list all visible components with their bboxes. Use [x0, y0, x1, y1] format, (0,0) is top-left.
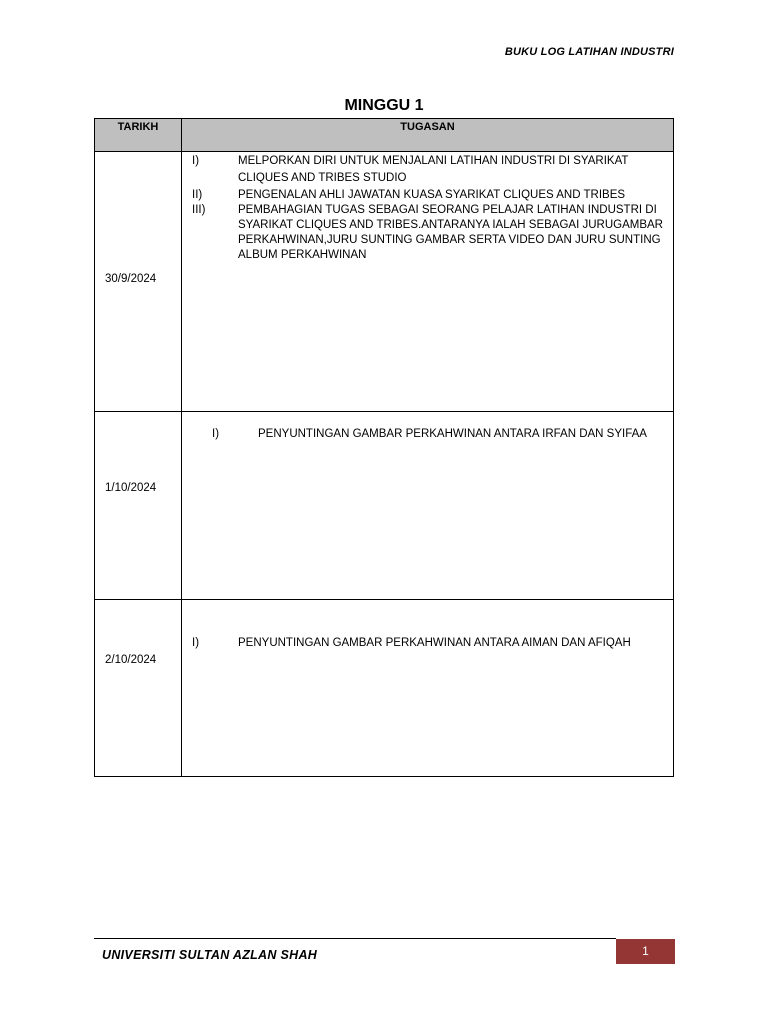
log-table	[94, 118, 674, 777]
task-item	[182, 203, 673, 263]
table-row	[95, 600, 674, 777]
tasks-cell	[182, 412, 674, 600]
date-cell	[95, 152, 182, 412]
date-value: 2/10/2024	[105, 654, 157, 666]
document-header-title: BUKU LOG LATIHAN INDUSTRI	[504, 46, 674, 58]
tasks-column-header: TUGASAN	[182, 119, 674, 152]
task-number: III)	[192, 204, 206, 216]
task-item	[182, 153, 673, 187]
date-value: 30/9/2024	[105, 273, 157, 285]
date-value: 1/10/2024	[105, 482, 157, 494]
task-text: MELPORKAN DIRI UNTUK MENJALANI LATIHAN INDUSTRI DI SYARIKAT CLIQUES AND TRIBES STUDIO	[238, 155, 629, 184]
date-cell	[95, 412, 182, 600]
table-header-row	[95, 119, 674, 152]
task-text: PENYUNTINGAN GAMBAR PERKAHWINAN ANTARA AIMAN DAN AFIQAH	[238, 637, 631, 649]
task-text: PEMBAHAGIAN TUGAS SEBAGAI SEORANG PELAJAR LATIHAN INDUSTRI DI SYARIKAT CLIQUES AND TRIBES.ANTARANYA IALAH SEBAGAI JURUGAMBAR PERKAHWINAN,JURU SUNTING GAMBAR SERTA VIDEO DAN JURU SUNTING ALBUM PERKAHWINAN	[238, 204, 663, 261]
table-row	[95, 152, 674, 412]
task-item	[182, 188, 673, 203]
task-text: PENGENALAN AHLI JAWATAN KUASA SYARIKAT CLIQUES AND TRIBES	[238, 189, 626, 201]
date-cell	[95, 600, 182, 777]
week-title: MINGGU 1	[344, 97, 424, 114]
date-column-header: TARIKH	[95, 119, 182, 152]
footer-institution: UNIVERSITI SULTAN AZLAN SHAH	[102, 948, 318, 962]
task-list	[182, 152, 673, 263]
task-number: I)	[192, 637, 200, 649]
task-text: PENYUNTINGAN GAMBAR PERKAHWINAN ANTARA IRFAN DAN SYIFAA	[258, 428, 647, 440]
task-number: II)	[192, 189, 203, 201]
page-number-badge: 1	[616, 939, 675, 964]
task-number: I)	[212, 428, 220, 440]
table-row	[95, 412, 674, 600]
task-list	[182, 600, 673, 651]
task-number: I)	[192, 155, 200, 167]
footer-divider	[94, 938, 616, 939]
tasks-cell	[182, 600, 674, 777]
task-item	[182, 636, 673, 651]
task-list	[182, 412, 673, 442]
task-item	[182, 427, 673, 442]
tasks-cell	[182, 152, 674, 412]
